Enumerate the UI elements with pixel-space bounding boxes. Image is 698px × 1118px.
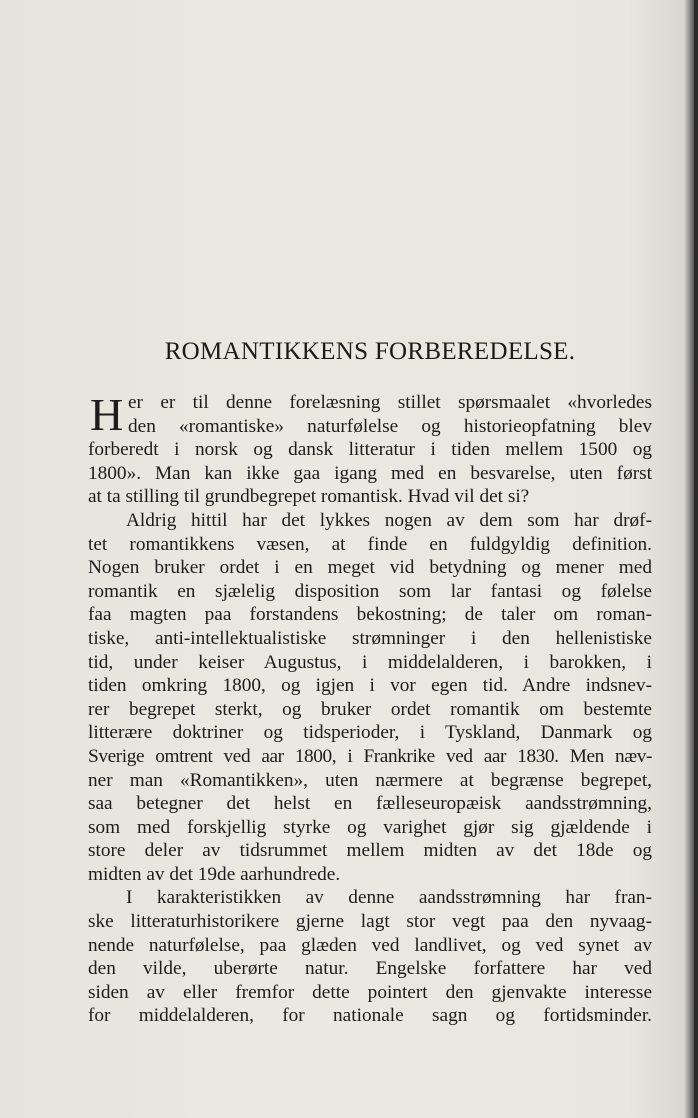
text-line: faa magten paa forstandens bekostning; de taler om roman- xyxy=(88,604,652,626)
text-line: tiden omkring 1800, og igjen i vor egen tid. Andre indsnev- xyxy=(88,675,652,697)
text-line: nende naturfølelse, paa glæden ved landlivet, og ved synet av xyxy=(88,934,652,956)
chapter-title: ROMANTIKKENS FORBEREDELSE. xyxy=(164,338,576,365)
text-line: store deler av tidsrummet mellem midten av det 18de og xyxy=(88,840,652,862)
first-paragraph-start xyxy=(88,391,652,438)
drop-cap: H xyxy=(90,389,124,440)
text-line: midten av det 19de aarhundrede. xyxy=(88,863,341,885)
text-line: ner man «Romantikken», uten nærmere at begrænse begrepet, xyxy=(88,769,652,791)
page-edge-shadow xyxy=(694,0,698,1118)
text-line: tid, under keiser Augustus, i middelalderen, i barokken, i xyxy=(88,651,652,673)
body-text xyxy=(88,391,652,1028)
text-line: saa betegner det helst en fælleseuropæisk aandsstrømning, xyxy=(88,793,652,815)
text-line: 1800». Man kan ikke gaa igang med en besvarelse, uten først xyxy=(88,462,652,484)
text-line: litterære doktriner og tidsperioder, i Tyskland, Danmark og xyxy=(88,722,652,744)
text-line: Sverige omtrent ved aar 1800, i Frankrike ved aar 1830. Men næv- xyxy=(88,745,652,767)
text-line: den «romantiske» naturfølelse og historieopfatning blev xyxy=(128,415,652,437)
text-line: at ta stilling til grundbegrepet romantisk. Hvad vil det si? xyxy=(88,486,530,508)
text-line: Nogen bruker ordet i en meget vid betydning og mener med xyxy=(88,557,652,579)
text-line: Aldrig hittil har det lykkes nogen av dem som har drøf- xyxy=(126,509,652,531)
text-line: tet romantikkens væsen, at finde en fuldgyldig definition. xyxy=(88,533,652,555)
text-line: den vilde, uberørte natur. Engelske forfattere har ved xyxy=(88,958,652,980)
text-line: rer begrepet sterkt, og bruker ordet romantik om bestemte xyxy=(88,698,652,720)
text-line: som med forskjellig styrke og varighet gjør sig gjældende i xyxy=(88,816,652,838)
text-line: tiske, anti-intellektualistiske strømninger i den hellenistiske xyxy=(88,627,652,649)
text-line: forberedt i norsk og dansk litteratur i tiden mellem 1500 og xyxy=(88,439,652,461)
text-line: I karakteristikken av denne aandsstrømning har fran- xyxy=(126,887,652,909)
text-line: siden av eller fremfor dette pointert den gjenvakte interesse xyxy=(88,981,652,1003)
text-line: ske litteraturhistorikere gjerne lagt stor vegt paa den nyvaag- xyxy=(88,911,652,933)
text-line: er er til denne forelæsning stillet spørsmaalet «hvorledes xyxy=(128,392,652,413)
text-line: romantik en sjælelig disposition som lar fantasi og følelse xyxy=(88,580,652,602)
text-line: for middelalderen, for nationale sagn og fortidsminder. xyxy=(88,1005,652,1027)
